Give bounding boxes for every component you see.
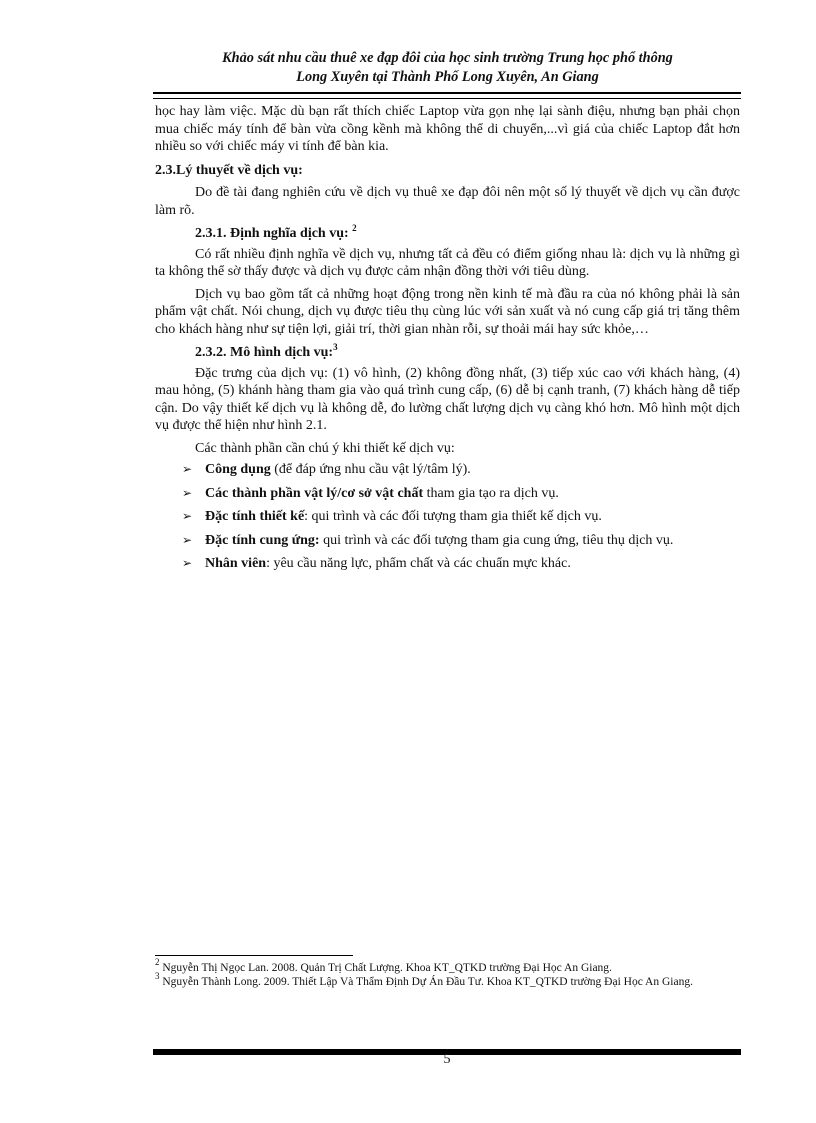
footnote-number: 3 — [155, 971, 160, 981]
footnote — [155, 971, 740, 989]
list-item — [155, 532, 740, 550]
footnote-number: 2 — [155, 957, 160, 967]
list-item — [155, 485, 740, 503]
section-2-3-2-heading — [155, 344, 740, 362]
model-paragraph: Đặc trưng của dịch vụ: (1) vô hình, (2) không đồng nhất, (3) tiếp xúc cao với khách hàng, (4) mau hỏng, (5) khánh hàng tham gia vào quá trình cung cấp, (6) dễ bị cạnh tranh, (7) khách hàng dễ tiếp cận. Do vậy thiết kế dịch vụ là không dễ, đo lường chất lượng dịch vụ càng khó hơn. Mô hình một dịch vụ được thể hiện như hình 2.1. — [155, 365, 740, 433]
section-2-3-1-title: 2.3.1. Định nghĩa dịch vụ: — [195, 226, 349, 241]
footnote-ref-2[interactable]: 2 — [352, 223, 357, 233]
footnote-separator — [155, 955, 353, 956]
section-2-3-paragraph: Do đề tài đang nghiên cứu về dịch vụ thuê xe đạp đôi nên một số lý thuyết về dịch vụ cần được làm rõ. — [155, 185, 740, 218]
header-line-1: Khảo sát nhu cầu thuê xe đạp đôi của học sinh trường Trung học phổ thông — [222, 50, 673, 66]
list-item-term: Đặc tính cung ứng: — [205, 532, 320, 548]
header-line-2: Long Xuyên tại Thành Phố Long Xuyên, An Giang — [296, 69, 599, 85]
section-2-3-1-heading — [155, 225, 740, 243]
list-item-term: Các thành phần vật lý/cơ sở vật chất — [205, 485, 424, 501]
list-item-text: qui trình và các đối tượng tham gia cung ứng, tiêu thụ dịch vụ. — [319, 532, 674, 548]
list-item-text: (để đáp ứng nhu cầu vật lý/tâm lý). — [270, 462, 471, 477]
list-item-term: Đặc tính thiết kế — [205, 509, 305, 524]
list-item-term: Nhân viên — [205, 556, 267, 571]
definition-paragraph-2: Dịch vụ bao gồm tất cả những hoạt động trong nền kinh tế mà đầu ra của nó không phải là sản phẩm vật chất. Nói chung, dịch vụ được tiêu thụ cùng lúc với sản xuất và nó cung cấp giá trị tăng thêm cho khách hàng như sự tiện lợi, giải trí, thời gian nhàn rỗi, sự thoải mái hay sức khỏe,… — [155, 286, 740, 337]
arrow-bullet-icon: ➢ — [182, 556, 193, 570]
header-rule — [153, 92, 741, 99]
section-2-3-2-title: 2.3.2. Mô hình dịch vụ: — [195, 345, 334, 360]
arrow-bullet-icon: ➢ — [182, 509, 193, 523]
section-2-3-heading: 2.3.Lý thuyết về dịch vụ: — [155, 162, 303, 178]
service-components-list — [155, 461, 740, 573]
list-item — [155, 508, 740, 526]
footnote-text: Nguyễn Thị Ngọc Lan. 2008. Quản Trị Chất Lượng. Khoa KT_QTKD trường Đại Học An Giang. — [162, 962, 612, 974]
footnote — [155, 957, 740, 975]
footnotes — [155, 957, 740, 989]
page-number: 5 — [443, 1052, 451, 1067]
list-item — [155, 555, 740, 573]
footnote-text: Nguyễn Thành Long. 2009. Thiết Lập Và Thẩm Định Dự Án Đầu Tư. Khoa KT_QTKD trường Đại Học An Giang. — [162, 976, 693, 988]
list-intro: Các thành phần cần chú ý khi thiết kế dịch vụ: — [195, 440, 455, 456]
arrow-bullet-icon: ➢ — [182, 485, 193, 500]
list-item — [155, 461, 740, 479]
list-item-text: tham gia tạo ra dịch vụ. — [423, 485, 559, 501]
arrow-bullet-icon: ➢ — [182, 462, 193, 476]
running-header — [155, 49, 740, 87]
list-item-text: : qui trình và các đối tượng tham gia thiết kế dịch vụ. — [304, 509, 602, 524]
definition-paragraph-1: Có rất nhiều định nghĩa về dịch vụ, nhưng tất cả đều có điểm giống nhau là: dịch vụ là những gì ta không thể sờ thấy được và dịch vụ được cảm nhận đồng thời với tiêu dùng. — [155, 246, 740, 279]
page-body — [155, 103, 740, 579]
arrow-bullet-icon: ➢ — [182, 532, 193, 547]
list-item-term: Công dụng — [205, 462, 271, 477]
intro-paragraph: học hay làm việc. Mặc dù bạn rất thích chiếc Laptop vừa gọn nhẹ lại sành điệu, nhưng bạn phải chọn mua chiếc máy tính để bàn vừa cồng kềnh mà không thể di chuyển,...vì giá của chiếc Laptop đắt hơn nhiều so với chiếc máy vi tính để bàn kia. — [155, 104, 740, 154]
footnote-ref-3[interactable]: 3 — [333, 342, 338, 352]
list-item-text: : yêu cầu năng lực, phẩm chất và các chuẩn mực khác. — [266, 556, 571, 571]
